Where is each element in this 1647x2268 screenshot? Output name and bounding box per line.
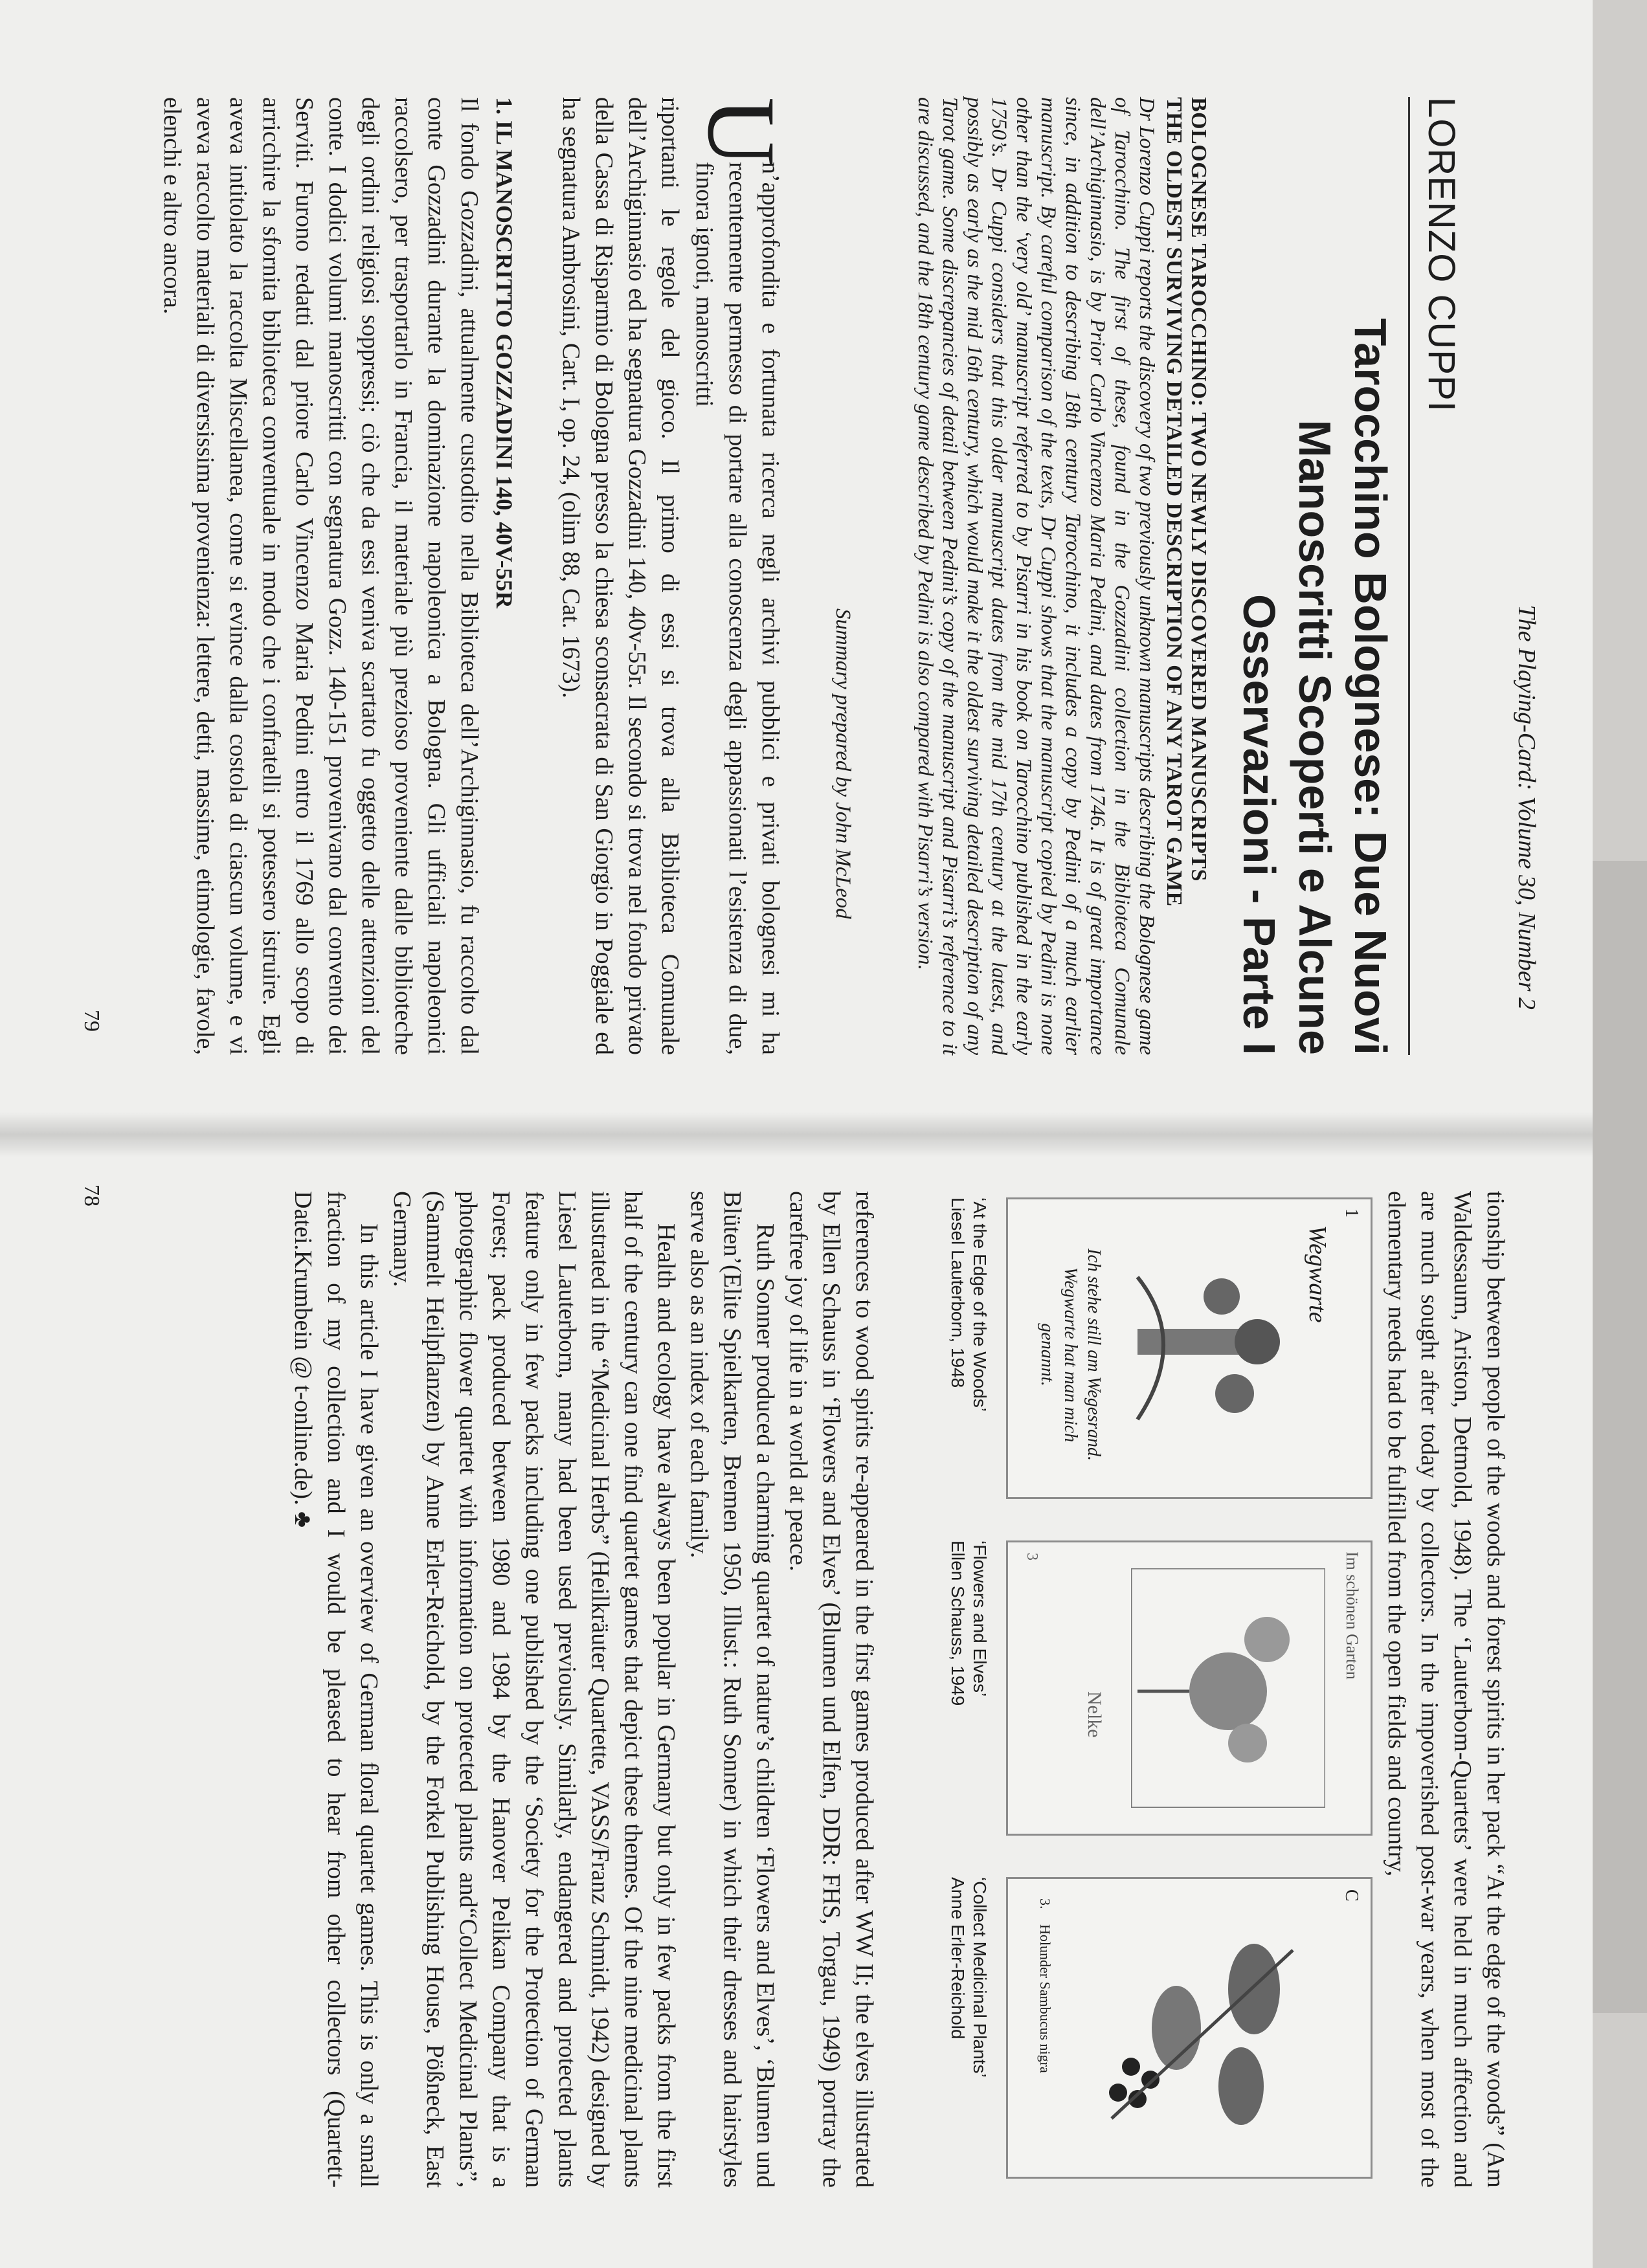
card-verse: Ich stehe still am Wegesrand. Wegwarte hat man mich genannt. — [1037, 1249, 1104, 1461]
page-78 — [0, 1139, 1593, 2240]
card-text: Nelke — [1084, 1691, 1105, 1738]
card-holunder — [1006, 1877, 1372, 2179]
card-number: 3. — [1037, 1898, 1053, 1909]
carnation-elves-illustration — [1131, 1568, 1325, 1808]
abstract-heading-1: BOLOGNESE TAROCCHINO: TWO NEWLY DISCOVERED MANUSCRIPTS — [1187, 97, 1211, 882]
caption-2-line1: ‘Flowers and Elves’ — [970, 1540, 990, 1697]
caption-2-line2: Ellen Schauss, 1949 — [948, 1540, 968, 1706]
section-heading: 1. IL MANOSCRITTO GOZZADINI 140, 40V-55R — [491, 97, 517, 608]
caption-3-line1: ‘Collect Medicinal Plants’ — [970, 1877, 990, 2078]
caption-3 — [947, 1877, 991, 2078]
thistle-elf-illustration — [1125, 1251, 1293, 1445]
section-body — [155, 97, 486, 1055]
paragraph-4: Health and ecology have always been popular in Germany but only in few packs from the first half of the century can one find quartet games that depict these themes. Of the nine medicinal plants illustrated in the “Medicinal Herbs” (Heilkräuter Quartette, VASS/Franz Schmidt, 1942) designed by Liesel Lauterborn, many had been used previously. Similarly, endangered and protected plants feature only in few packs including one published by the ‘Society for the Protection of German Forest; pack produced between 1980 and 1984 by the Hanover Pelikan Company that is a photographic flower quartet with information on protected plants and“Collect Medicinal Plants”, (Sammelt Heilpflanzen) by Anne Erler-Reichold, by the Forkel Publishing House, Pößneck, East Germany. — [388, 1191, 680, 2188]
paragraph-2: references to wood spirits re-appeared in the first games produced after WW II; the elves illustrated by Ellen Schauss in ‘Flowers and Elves’ (Blumen und Elfen, DDR: FHS, Torgau, 1949) portray the carefree joy of life in a world at peace. — [785, 1191, 878, 2188]
caption-3-line2: Anne Erler-Reichold — [948, 1877, 968, 2040]
card-text: Holunder Sambucus nigra — [1037, 1924, 1053, 2073]
title-rule — [1408, 97, 1410, 1055]
paragraph-5: In this article I have given an overview of German floral quartet games. This is only a small fraction of my collection and I would be pleased to hear from other collectors (Quartett-Datei.Krumbein @ t-online.de). ♣ — [289, 1191, 383, 2188]
intro-first-lines — [688, 162, 787, 1055]
abstract-text: Dr Lorenzo Cuppi reports the discovery of two previously unknown manuscripts describing the Bolognese game of Tarocchino. The first of these, found in the Gozzadini collection in the Biblioteca Comunale dell’Archiginnasio, is by Prior Carlo Vincenzo Maria Pedini, and dates from 1746. It is of great importance since, in addition to describing 18th century Tarocchino, it includes a copy by Pedini of a much earlier manuscript. By careful comparison of the texts, Dr Cuppi shows that the manuscript copied by Pedini is none other than the ‘very old’ manuscript referred to by Pisarri in his book on Tarocchino published in the early 1750’s. Dr Cuppi considers that this older manuscript dates from the mid 17th century at the latest, and possibly as early as the mid 16th century, which would make it the oldest surviving detailed description of any Tarot game. Some discrepancies of detail between Pedini’s copy of the manuscript and Pisarri’s reference to it are discussed, and the 18th century game described by Pedini is also compared with Pisarri’s version. — [913, 97, 1158, 1055]
paragraph-1 — [1380, 1191, 1512, 2188]
elderberry-illustration — [1086, 1911, 1332, 2157]
card-number: 3 — [1024, 1553, 1040, 1561]
intro-rest-text: riportanti le regole del gioco. Il primo di essi si trova alla Biblioteca Comunale dell’Archiginnasio ed ha segnatura Gozzadini 140, 40v-55r. Il secondo si trova nel fondo privato della Cassa di Risparmio di Bologna presso la chiesa sconsacrata di San Giorgio in Poggiale ed ha segnatura Ambrosini, Cart. I, op. 24, (olim 88, Cat. 1673). — [557, 97, 684, 1055]
abstract-heading-2: THE OLDEST SURVIVING DETAILED DESCRIPTION OF ANY TAROT GAME — [1162, 97, 1186, 907]
card-nelke — [1006, 1540, 1372, 1836]
section-text: Il fondo Gozzadini, attualmente custodito nella Biblioteca dell’Archiginnasio, fu raccolto dal conte Gozzadini durante la dominazione napoleonica a Bologna. Gli ufficiali napoleonici raccolsero, per trasportarlo in Francia, il materiale più prezioso proveniente dalle biblioteche degli ordini religiosi soppressi; ciò che da essi veniva scartato fu oggetto delle attenzioni del conte. I dodici volumi manoscritti con segnatura Gozz. 140-151 provenivano dal convento dei Serviti. Furono redatti dal priore Carlo Vincenzo Maria Pedini entro il 1769 allo scopo di arricchire la sfornita biblioteca conventuale in modo che i confratelli si potessero istruire. Egli aveva intitolato la raccolta Miscellanea, come si evince dalla costola di ciascun volume, e vi aveva raccolto materiali di diversissima provenienza: lettere, detti, massime, etimologie, favole, elenchi e altro ancora. — [159, 97, 483, 1055]
card-title: Wegwarte — [1304, 1225, 1331, 1323]
intro-paragraph — [554, 97, 686, 1055]
scanner-shadow — [1593, 861, 1647, 2013]
abstract-heading — [1161, 97, 1211, 1055]
caption-1-line2: Liesel Lauterborn, 1948 — [948, 1197, 968, 1388]
summary-credit: Summary prepared by John McLeod — [831, 608, 855, 919]
paragraph-3: Ruth Sonner produced a charming quartet of nature’s children ‘Flowers and Elves’, ‘Blumen und Blüten’(Elite Spielkarten, Bremen 1950, Illust.: Ruth Sonner) in which their dresses and hairstyles serve also as an index of each family. — [686, 1191, 779, 2188]
card-title: Im schönen Garten — [1343, 1551, 1361, 1680]
title-line-1: Tarocchino Bolognese: Due Nuovi — [1345, 318, 1396, 1055]
page-79 — [0, 0, 1593, 1100]
article-title — [1231, 97, 1398, 1055]
page-number: 78 — [80, 1184, 104, 1206]
body-continued — [286, 1191, 880, 2188]
intro-first-text: n’approfondita e fortunata ricerca negli archivi pubblici e privati bolognesi mi ha recentemente permesso di portare alla conoscenza degli appassionati l’esistenza di due, finora ignoti, manoscritti — [691, 162, 784, 1055]
caption-1 — [947, 1197, 991, 1412]
caption-2 — [947, 1540, 991, 1706]
caption-1-line1: ‘At the Edge of the Woods’ — [970, 1197, 990, 1412]
title-line-2: Manoscritti Scoperti e Alcune — [1290, 419, 1340, 1055]
card-number: 1 — [1341, 1208, 1361, 1217]
running-head: The Playing-Card: Volume 30, Number 2 — [1513, 605, 1540, 1010]
paragraph-1-text: tionship between people of the woods and forest spirits in her pack “At the edge of the woods” (Am Waldessaum, Ariston, Detmold, 1948). The ‘Lauterbom-Quartets’ were held in much affection and are much sought after today by collectors. In the impoverished post-war years, when most of the elementary needs had to be fulfilled from the open fields and country, — [1383, 1191, 1509, 2188]
author-name: LORENZO CUPPI — [1420, 97, 1462, 412]
page-number: 79 — [80, 1010, 104, 1032]
title-line-3: Osservazioni - Parte I — [1234, 594, 1284, 1055]
card-title: C — [1341, 1889, 1361, 1902]
drop-cap: U — [688, 97, 795, 168]
card-wegwarte — [1006, 1197, 1372, 1499]
figure-row — [906, 1191, 1372, 2201]
